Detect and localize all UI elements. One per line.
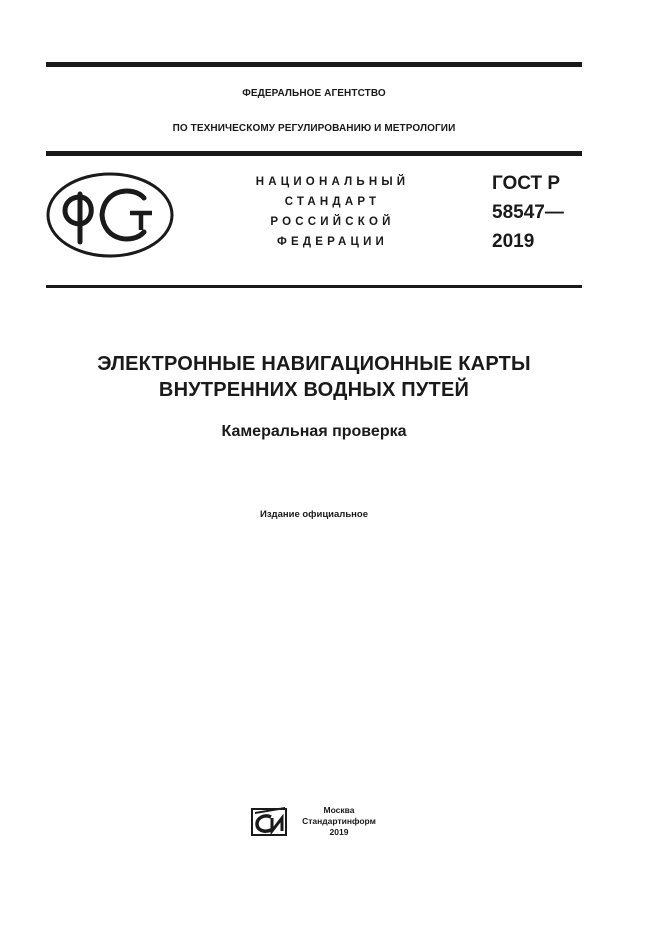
designation-line3: 2019	[492, 231, 535, 252]
agency-name-line2: ПО ТЕХНИЧЕСКОМУ РЕГУЛИРОВАНИЮ И МЕТРОЛОГИИ	[172, 123, 456, 134]
publisher-city: Москва	[323, 805, 355, 815]
national-standard-label	[240, 172, 425, 252]
designation-line1: ГОСТ Р	[492, 173, 561, 194]
title-line1: ЭЛЕКТРОННЫЕ НАВИГАЦИОННЫЕ КАРТЫ	[97, 353, 531, 375]
document-title	[46, 351, 582, 403]
publisher-info	[292, 805, 386, 838]
agency-name-line1: ФЕДЕРАЛЬНОЕ АГЕНТСТВО	[242, 88, 386, 99]
standard-designation	[492, 169, 564, 256]
title-line2: ВНУТРЕННИХ ВОДНЫХ ПУТЕЙ	[158, 379, 470, 401]
national-standard-line1: НАЦИОНАЛЬНЫЙ	[255, 176, 410, 188]
top-rule	[46, 62, 582, 67]
rst-logo-icon	[46, 172, 176, 258]
header-rule	[46, 151, 582, 156]
document-subtitle: Камеральная проверка	[221, 423, 407, 440]
national-standard-line4: ФЕДЕРАЦИИ	[276, 236, 389, 248]
header-bottom-rule	[46, 285, 582, 288]
designation-line2: 58547—	[492, 202, 564, 223]
publisher-year: 2019	[329, 827, 349, 837]
standartinform-logo-icon	[250, 805, 290, 837]
publisher-name: Стандартинформ	[302, 816, 376, 826]
edition-label: Издание официальное	[260, 509, 368, 520]
national-standard-line2: СТАНДАРТ	[284, 196, 381, 208]
national-standard-line3: РОССИЙСКОЙ	[270, 216, 395, 228]
